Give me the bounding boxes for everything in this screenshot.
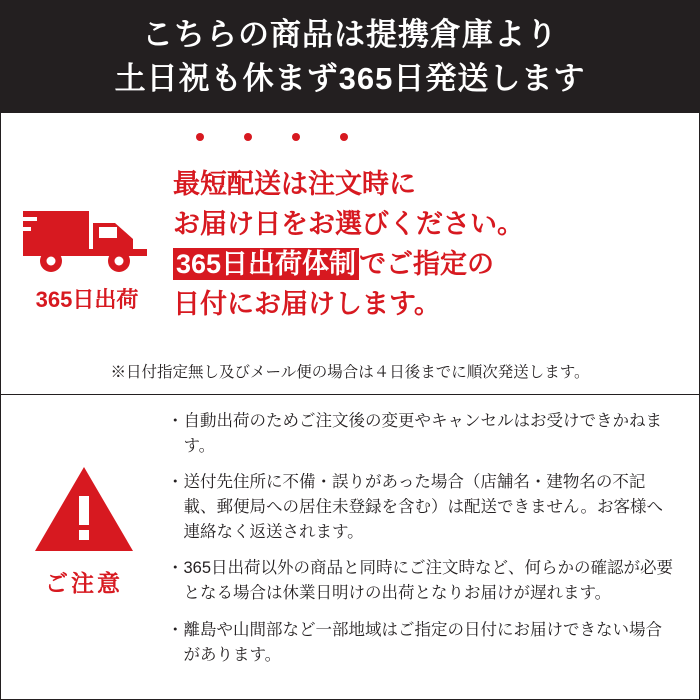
caution-item-text: 自動出荷のためご注文後の変更やキャンセルはお受けできかねます。 bbox=[183, 412, 662, 456]
caution-section bbox=[1, 395, 699, 699]
shipping-highlight: 365日出荷体制 bbox=[173, 248, 359, 280]
emphasis-dots bbox=[196, 133, 348, 141]
shipping-line-1: 最短配送は注文時に bbox=[173, 168, 416, 199]
banner-header bbox=[1, 1, 699, 113]
list-item bbox=[167, 556, 677, 606]
shipping-line-2: お届け日をお選びください。 bbox=[173, 208, 524, 239]
shipping-line-3-rest: でご指定の bbox=[359, 248, 495, 279]
bullet-icon: ・ bbox=[167, 412, 184, 430]
shipping-text-block bbox=[173, 127, 699, 362]
shipping-line-4: 日付にお届けします。 bbox=[173, 288, 441, 319]
caution-label: ご注意 bbox=[45, 570, 123, 596]
header-line-2: 土日祝も休まず365日発送します bbox=[114, 61, 586, 96]
shipping-section bbox=[1, 113, 699, 395]
list-item bbox=[167, 618, 677, 668]
caution-item-text: 離島や山間部など一部地域はご指定の日付にお届けできない場合があります。 bbox=[183, 620, 662, 664]
list-item bbox=[167, 409, 677, 459]
truck-icon-group bbox=[1, 127, 173, 362]
shipping-line-3 bbox=[173, 245, 687, 285]
caution-icon-group bbox=[1, 405, 167, 699]
bullet-icon: ・ bbox=[167, 473, 184, 492]
caution-item-text: 送付先住所に不備・誤りがあった場合（店舗名・建物名の不記載、郵便局への居住未登録を含む）は配送できません。お客様へ連絡なく返送されます。 bbox=[183, 473, 663, 542]
list-item bbox=[167, 470, 677, 545]
header-line-1: こちらの商品は提携倉庫より bbox=[142, 16, 558, 52]
warning-triangle-icon bbox=[32, 463, 136, 555]
truck-icon bbox=[21, 201, 153, 275]
caution-list bbox=[167, 405, 699, 699]
bullet-icon: ・ bbox=[167, 559, 184, 578]
caution-item-text: 365日出荷以外の商品と同時にご注文時など、何らかの確認が必要となる場合は休業日明けの出荷となりお届けが遅れます。 bbox=[183, 559, 674, 603]
truck-label: 365日出荷 bbox=[35, 287, 139, 313]
bullet-icon: ・ bbox=[167, 620, 184, 639]
shipping-note: ※日付指定無し及びメール便の場合は４日後までに順次発送します。 bbox=[110, 364, 590, 382]
